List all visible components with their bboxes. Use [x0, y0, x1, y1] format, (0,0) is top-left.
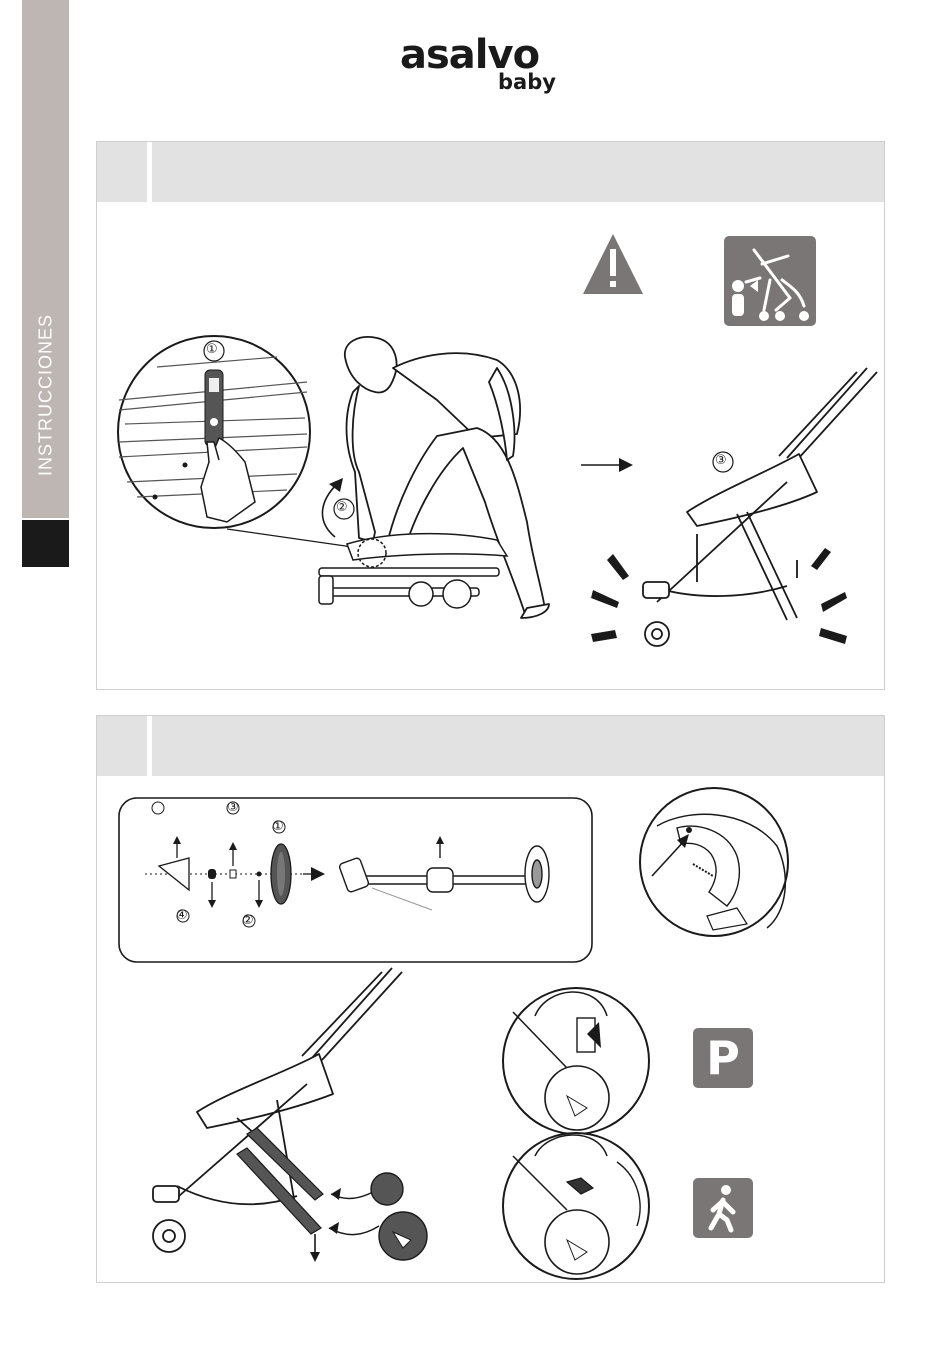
unfolded-stroller	[643, 368, 877, 646]
unfold-illustration	[97, 142, 886, 691]
spring-detail-circle	[640, 788, 788, 936]
brake-off-circle	[503, 1133, 649, 1279]
stroller-side-view	[153, 968, 402, 1252]
rear-legs-highlight	[237, 1128, 323, 1234]
wheel-step-4-label: ④	[176, 908, 188, 923]
folded-stroller	[319, 534, 507, 608]
wheel-step-2-label: ②	[242, 913, 254, 928]
unfold-instructions-panel	[96, 141, 885, 690]
step-3-label: ③	[715, 453, 727, 468]
lock-detail-circle	[118, 336, 310, 528]
step-2-label: ②	[336, 500, 348, 515]
brake-on-circle	[503, 988, 649, 1134]
parking-icon: P	[693, 1028, 753, 1088]
wheel-instructions-panel	[96, 715, 885, 1283]
walking-person-icon	[693, 1178, 753, 1238]
warning-icon	[583, 234, 643, 294]
stroller-safety-icon	[724, 236, 816, 326]
sidebar-marker	[22, 520, 69, 567]
wheel-step-3-label: ③	[227, 800, 239, 815]
brand-logo: asalvo baby	[400, 32, 556, 94]
sidebar-label: INSTRUCCIONES	[35, 313, 55, 477]
step-1-label: ①	[206, 342, 218, 357]
wheel-step-1-label: ①	[272, 819, 284, 834]
wheel-illustration	[97, 716, 886, 1284]
